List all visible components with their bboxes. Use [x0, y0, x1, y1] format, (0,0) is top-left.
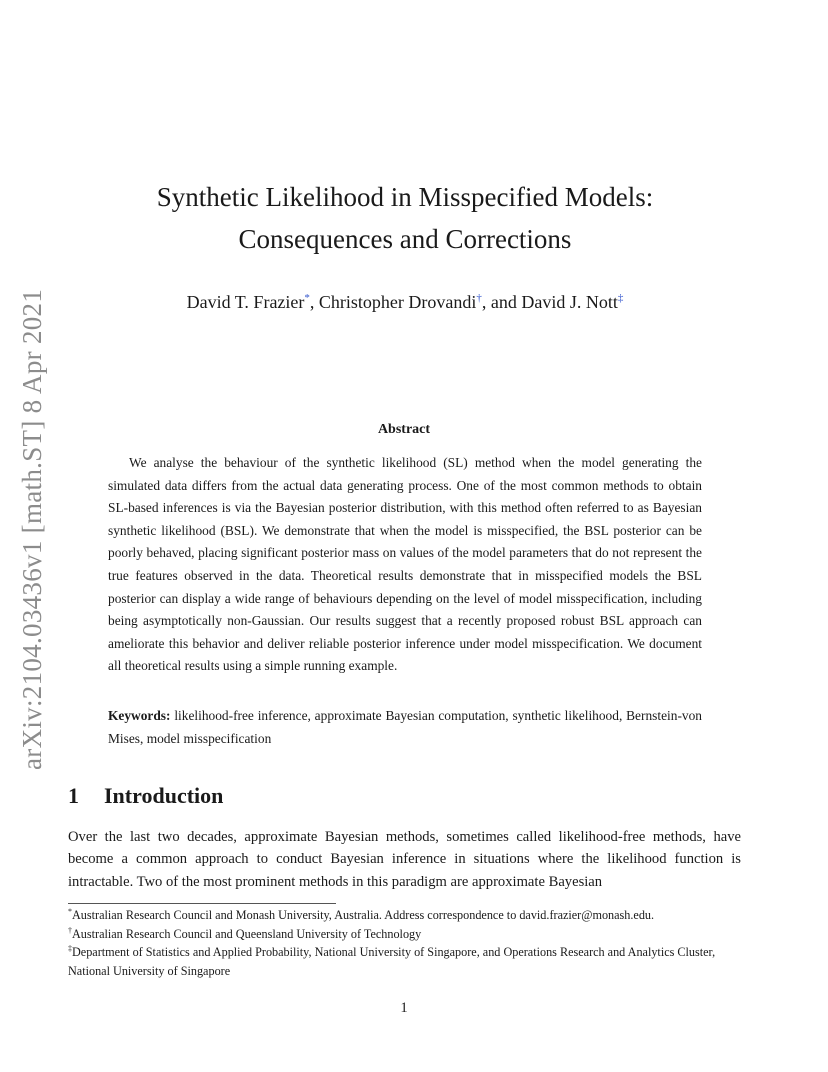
author-separator: , and	[481, 292, 522, 312]
abstract-text: We analyse the behaviour of the synthetic likelihood (SL) method when the model generating the simulated data differs from the actual data generating process. One of the most common methods to obtain SL-based inferences is via the Bayesian posterior distribution, with this method often referred to as Bayesian synthetic likelihood (BSL). We demonstrate that when the model is misspecified, the BSL posterior can be poorly behaved, placing significant posterior mass on values of the model parameters that do not represent the true features observed in the data. Theoretical results demonstrate that in misspecified models the BSL posterior can display a wide range of behaviours depending on the level of model misspecification, including being asymptotically non-Gaussian. Our results suggest that a recently proposed robust BSL approach can ameliorate this behavior and deliver reliable posterior inference under model misspecification. We document all theoretical results using a simple running example.	[108, 455, 702, 674]
footnote-link-author-3[interactable]: ‡	[617, 292, 624, 304]
abstract-heading: Abstract	[377, 422, 431, 437]
footnote-2	[68, 925, 743, 944]
footnote-link-author-1[interactable]: *	[304, 292, 310, 304]
intro-paragraph: Over the last two decades, approximate Bayesian methods, sometimes called likelihood-free methods, have become a common approach to conduct Bayesian inference in situations where the likelihood function is intractable. Two of the most prominent methods in this paradigm are approximate Bayesian	[68, 829, 741, 890]
section-title: Introduction	[104, 783, 224, 808]
author-name: Christopher Drovandi	[318, 292, 477, 312]
footnote-link-author-2[interactable]: †	[476, 292, 482, 304]
footnote-symbol: *	[68, 906, 72, 916]
title-line-1: Synthetic Likelihood in Misspecified Models:	[156, 182, 654, 212]
footnote-text: Australian Research Council and Monash University, Australia. Address correspondence to david.frazier@monash.edu.	[72, 908, 655, 922]
keywords-text: likelihood-free inference, approximate Bayesian computation, synthetic likelihood, Bernstein-von Mises, model misspecification	[108, 708, 702, 746]
author-name: David T. Frazier	[186, 292, 305, 312]
author-separator: ,	[309, 292, 319, 312]
footnote-symbol: ‡	[68, 944, 72, 954]
page-number: 1	[400, 1000, 408, 1016]
section-heading	[68, 781, 223, 811]
arxiv-identifier: arXiv:2104.03436v1 [math.ST] 8 Apr 2021	[17, 288, 47, 770]
author-name: David J. Nott	[521, 292, 618, 312]
footnote-1	[68, 906, 743, 925]
author-list	[100, 290, 710, 314]
footnote-symbol: †	[68, 925, 72, 935]
footnote-divider	[68, 903, 336, 904]
footnotes	[68, 906, 743, 980]
section-number: 1	[68, 783, 79, 808]
title-line-2: Consequences and Corrections	[238, 224, 572, 254]
footnote-text: Department of Statistics and Applied Probability, National University of Singapore, and Operations Research and Analytics Cluster, National University of Singapore	[68, 945, 716, 978]
footnote-3	[68, 943, 743, 980]
keywords-label: Keywords:	[108, 708, 171, 723]
paper-title	[100, 176, 710, 260]
keywords	[108, 705, 702, 750]
footnote-text: Australian Research Council and Queensland University of Technology	[72, 926, 422, 941]
